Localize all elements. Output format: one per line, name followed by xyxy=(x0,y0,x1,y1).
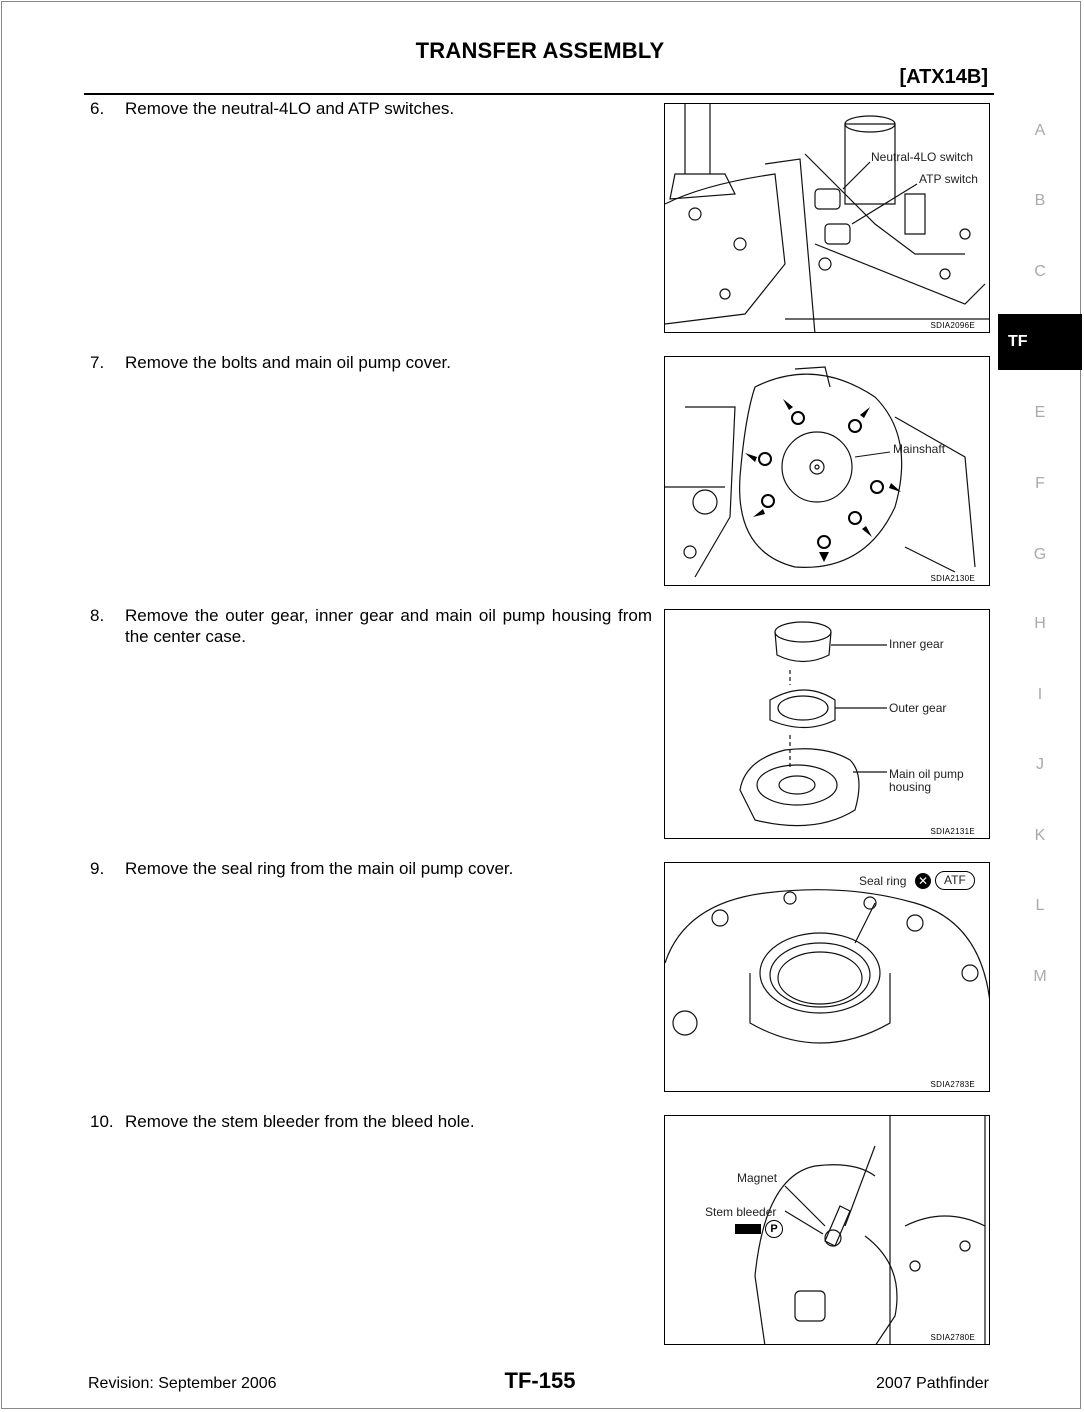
header-rule xyxy=(84,93,994,95)
stem-bleeder-illustration xyxy=(665,1116,990,1345)
figure-stem-bleeder xyxy=(664,1115,990,1345)
step-9 xyxy=(90,858,652,879)
footer-page-number: TF-155 xyxy=(504,1368,576,1393)
label-outer-gear: Outer gear xyxy=(889,701,947,715)
tab-m[interactable]: M xyxy=(1033,968,1047,985)
label-seal-ring: Seal ring xyxy=(859,874,907,888)
tab-tf[interactable]: TF xyxy=(998,314,1082,370)
step-6 xyxy=(90,98,652,119)
step-text: Remove the seal ring from the main oil pump cover. xyxy=(125,859,514,878)
figure-code: SDIA2130E xyxy=(930,574,975,583)
step-number: 8. xyxy=(90,606,105,625)
tab-i[interactable]: I xyxy=(1037,686,1043,703)
footer-vehicle: 2007 Pathfinder xyxy=(876,1375,989,1392)
do-not-reuse-icon: ✕ xyxy=(915,873,931,889)
step-text: Remove the stem bleeder from the bleed hole. xyxy=(125,1112,475,1131)
footer-revision: Revision: September 2006 xyxy=(88,1375,277,1392)
label-mainshaft: Mainshaft xyxy=(893,442,946,456)
step-number: 9. xyxy=(90,859,105,878)
label-inner-gear: Inner gear xyxy=(889,637,944,651)
transfer-switches-illustration xyxy=(665,104,990,333)
figure-code: SDIA2096E xyxy=(930,321,975,330)
label-stem-bleeder: Stem bleeder xyxy=(705,1205,777,1219)
figure-code: SDIA2131E xyxy=(930,827,975,836)
label-atf: ATF xyxy=(935,871,975,890)
step-number: 6. xyxy=(90,99,105,118)
label-magnet: Magnet xyxy=(737,1171,778,1185)
step-text: Remove the bolts and main oil pump cover. xyxy=(125,353,452,372)
step-10 xyxy=(90,1111,652,1132)
tab-c[interactable]: C xyxy=(1034,263,1046,280)
tab-b[interactable]: B xyxy=(1034,192,1046,209)
tab-e[interactable]: E xyxy=(1034,404,1046,421)
figure-neutral-4lo-atp-switches xyxy=(664,103,990,333)
step-number: 7. xyxy=(90,353,105,372)
oil-pump-cover-illustration xyxy=(665,357,990,586)
page-title: TRANSFER ASSEMBLY xyxy=(415,38,665,63)
tab-a[interactable]: A xyxy=(1034,122,1046,139)
figure-code: SDIA2783E xyxy=(930,1080,975,1089)
label-atp-switch: ATP switch xyxy=(919,172,978,186)
figure-seal-ring xyxy=(664,862,990,1092)
seal-ring-illustration xyxy=(665,863,990,1092)
figure-code: SDIA2780E xyxy=(930,1333,975,1342)
tab-f[interactable]: F xyxy=(1035,475,1045,492)
figure-main-oil-pump-cover xyxy=(664,356,990,586)
tab-k[interactable]: K xyxy=(1034,827,1046,844)
sealant-p-icon: P xyxy=(765,1220,783,1238)
step-number: 10. xyxy=(90,1112,114,1131)
step-7 xyxy=(90,352,652,373)
label-main-oil-pump-housing: Main oil pump housing xyxy=(889,767,964,794)
model-code: [ATX14B] xyxy=(899,66,988,88)
step-text: Remove the outer gear, inner gear and main oil pump housing from the center case. xyxy=(125,606,652,646)
step-8 xyxy=(90,605,652,647)
step-text: Remove the neutral-4LO and ATP switches. xyxy=(125,99,455,118)
figure-oil-pump-gears xyxy=(664,609,990,839)
tab-l[interactable]: L xyxy=(1035,897,1045,914)
tab-h[interactable]: H xyxy=(1034,615,1046,632)
label-neutral-4lo-switch: Neutral-4LO switch xyxy=(871,150,974,164)
tab-j[interactable]: J xyxy=(1036,756,1044,773)
tab-g[interactable]: G xyxy=(1033,546,1047,563)
